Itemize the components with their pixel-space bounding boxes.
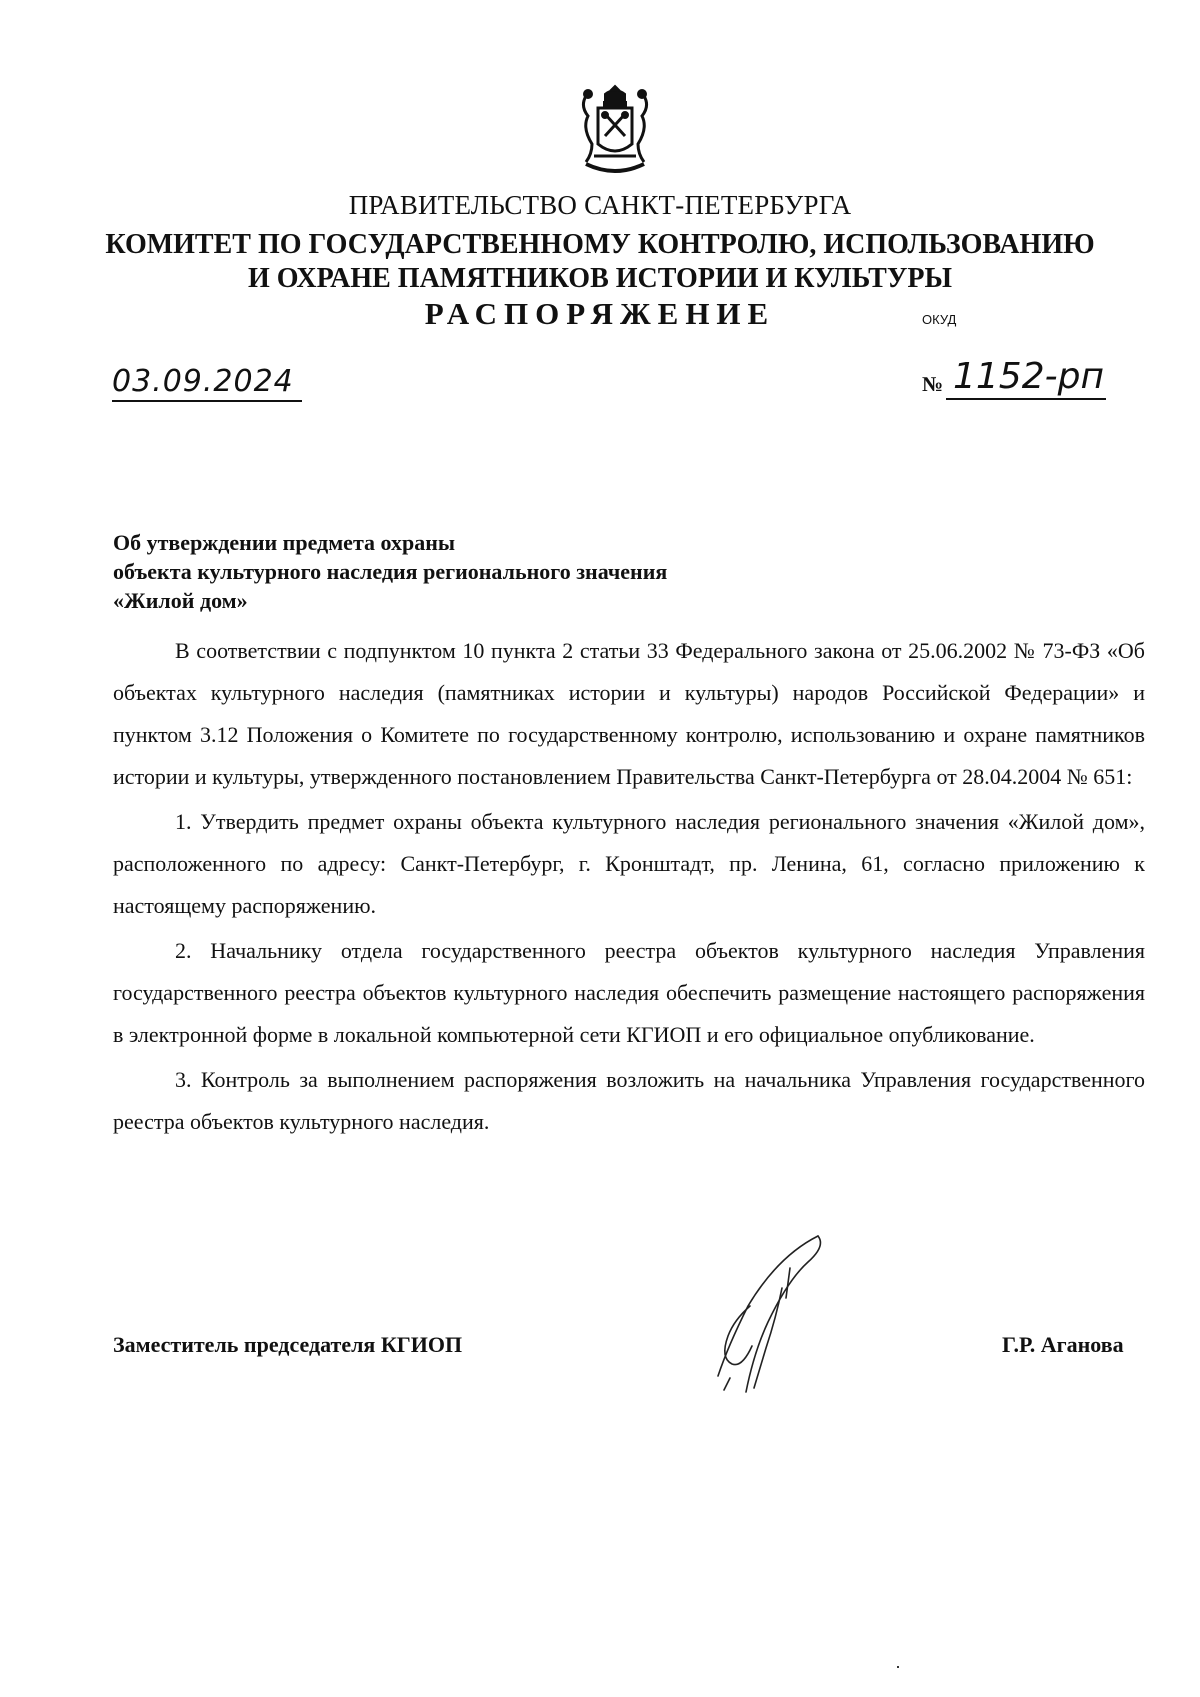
date-underline [112, 400, 302, 402]
item-1-paragraph: 1. Утвердить предмет охраны объекта культурного наследия регионального значения «Жилой дом», расположенного по адресу: Санкт-Петербург, г. Кронштадт, пр. Ленина, 61, согласно приложению к настоящему распоряжению. [113, 809, 1145, 918]
committee-name-line-2: И ОХРАНЕ ПАМЯТНИКОВ ИСТОРИИ И КУЛЬТУРЫ [248, 263, 952, 294]
number-sign: № [922, 372, 944, 396]
item-3-paragraph: 3. Контроль за выполнением распоряжения возложить на начальника Управления государственного реестра объектов культурного наследия. [113, 1067, 1145, 1134]
document-date: 03.09.2024 [112, 364, 294, 399]
okud-label: ОКУД [922, 312, 957, 327]
subject-line-2: объекта культурного наследия регионального значения [113, 559, 668, 584]
subject-line-1: Об утверждении предмета охраны [113, 530, 456, 555]
preamble-paragraph: В соответствии с подпунктом 10 пункта 2 статьи 33 Федерального закона от 25.06.2002 № 73-ФЗ «Об объектах культурного наследия (памятниках истории и культуры) народов Российской Федерации» и пунктом 3.12 Положения о Комитете по государственному контролю, использованию и охране памятников истории и культуры, утвержденного постановлением Правительства Санкт-Петербурга от 28.04.2004 № 651: [113, 638, 1145, 789]
committee-name-line-1: КОМИТЕТ ПО ГОСУДАРСТВЕННОМУ КОНТРОЛЮ, ИСПОЛЬЗОВАНИЮ [105, 229, 1095, 260]
document-body [113, 630, 1145, 1143]
document-type: РАСПОРЯЖЕНИЕ [424, 296, 776, 331]
coat-of-arms-icon [578, 82, 652, 178]
signatory-name: Г.Р. Аганова [1002, 1332, 1124, 1357]
item-2-paragraph: 2. Начальнику отдела государственного реестра объектов культурного наследия Управления государственного реестра объектов культурного наследия обеспечить размещение настоящего распоряжения в электронной форме в локальной компьютерной сети КГИОП и его официальное опубликование. [113, 938, 1145, 1047]
signatory-position: Заместитель председателя КГИОП [113, 1332, 463, 1357]
document-number: 1152-рп [953, 356, 1104, 397]
scan-dot [897, 1666, 899, 1668]
handwritten-signature [690, 1228, 890, 1408]
number-underline [946, 398, 1106, 400]
subject-line-3: «Жилой дом» [113, 588, 248, 613]
government-name: ПРАВИТЕЛЬСТВО САНКТ-ПЕТЕРБУРГА [348, 190, 852, 220]
committee-name [0, 228, 1200, 296]
document-subject [113, 528, 667, 615]
